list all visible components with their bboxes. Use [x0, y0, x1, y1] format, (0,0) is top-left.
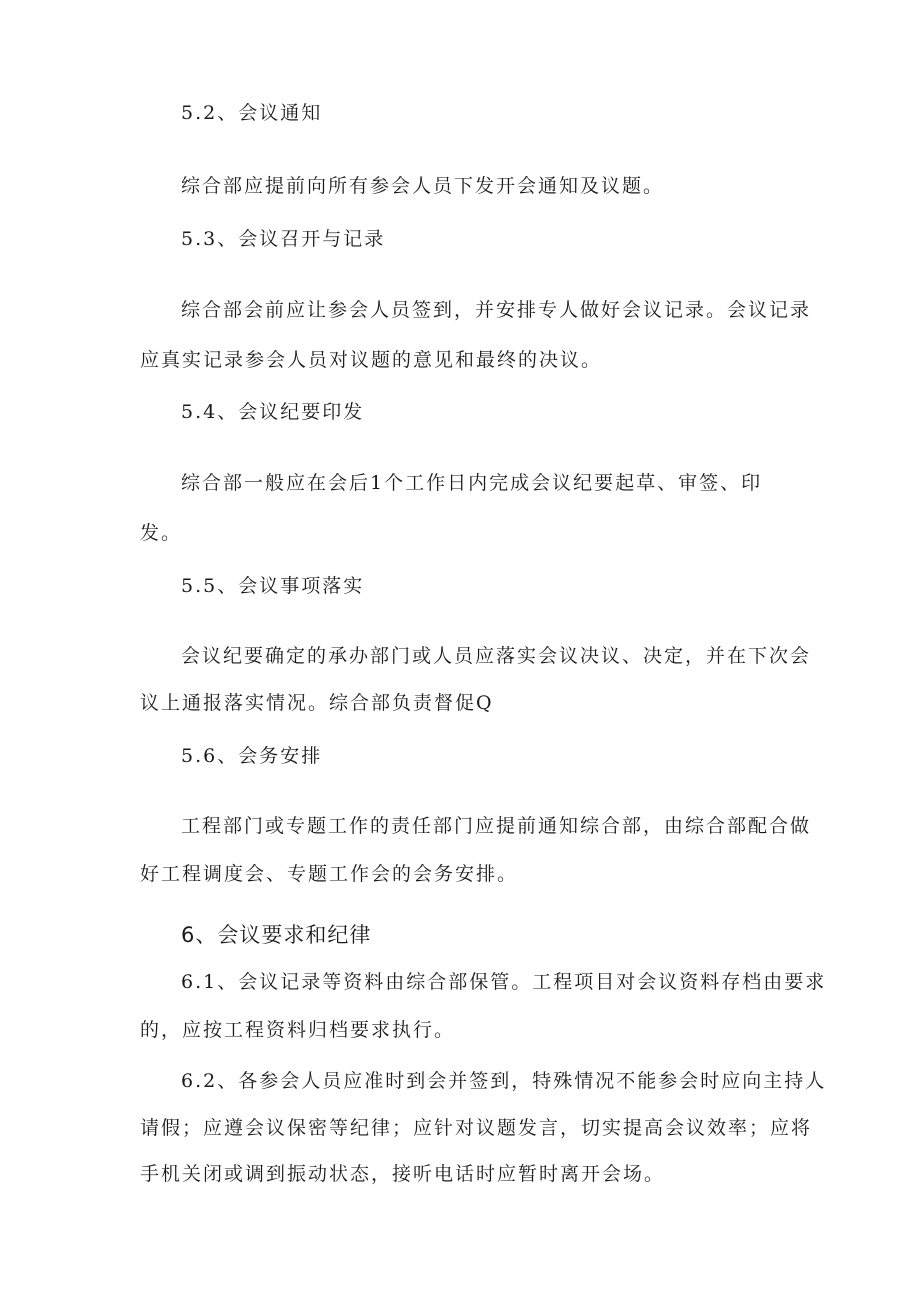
- section-5-2-title: 5.2、会议通知: [181, 102, 323, 124]
- section-5-2-text-line-1: 综合部应提前向所有参会人员下发开会通知及议题。: [181, 175, 665, 197]
- section-5-3-text-line-2: 应真实记录参会人员对议题的意见和最终的决议。: [140, 349, 603, 371]
- section-6-2-text-line-2: 请假；应遵会议保密等纪律；应针对议题发言，切实提高会议效率；应将: [140, 1117, 813, 1139]
- section-5-5-title: 5.5、会议事项落实: [181, 575, 365, 597]
- section-6-1-text-line-2: 的，应按工程资料归档要求执行。: [140, 1019, 456, 1041]
- section-5-6-text-line-1: 工程部门或专题工作的责任部门应提前通知综合部，由综合部配合做: [181, 815, 812, 837]
- section-5-4-text-line-1: 综合部一般应在会后1个工作日内完成会议纪要起草、审签、印: [181, 472, 763, 494]
- section-6-2-text-line-3: 手机关闭或调到振动状态，接听电话时应暂时离开会场。: [140, 1163, 666, 1185]
- section-5-6-text-line-2: 好工程调度会、专题工作会的会务安排。: [140, 863, 519, 885]
- section-5-4-title: 5.4、会议纪要印发: [181, 401, 365, 423]
- section-6-heading: 6、会议要求和纪律: [181, 923, 372, 947]
- section-5-6-title: 5.6、会务安排: [181, 745, 323, 767]
- section-5-3-title: 5.3、会议召开与记录: [181, 228, 386, 250]
- section-5-4-text-line-2: 发。: [140, 522, 183, 544]
- section-5-3-text-line-1: 综合部会前应让参会人员签到，并安排专人做好会议记录。会议记录: [181, 299, 812, 321]
- section-5-5-text-line-1: 会议纪要确定的承办部门或人员应落实会议决议、决定，并在下次会: [181, 645, 812, 667]
- section-6-2-text-line-1: 6.2、各参会人员应准时到会并签到，特殊情况不能参会时应向主持人: [181, 1070, 827, 1092]
- section-5-5-text-line-2: 议上通报落实情况。综合部负责督促Q: [140, 692, 494, 714]
- section-6-1-text-line-1: 6.1、会议记录等资料由综合部保管。工程项目对会议资料存档由要求: [181, 971, 827, 993]
